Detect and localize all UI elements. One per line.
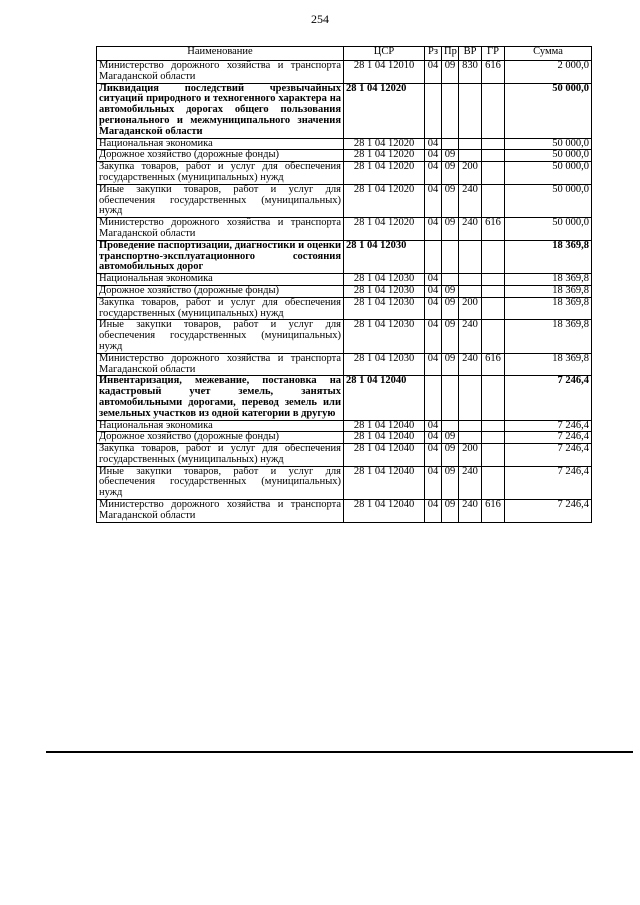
- row-sum-cell: 50 000,0: [505, 184, 592, 217]
- row-name-cell: Закупка товаров, работ и услуг для обеспечения государственных (муниципальных) нужд: [97, 444, 344, 467]
- row-gr-cell: [482, 297, 505, 320]
- row-rz-cell: 04: [425, 61, 442, 84]
- row-pr-cell: [442, 274, 459, 286]
- row-vr-cell: 200: [459, 444, 482, 467]
- row-name-cell: Министерство дорожного хозяйства и транспорта Магаданской области: [97, 500, 344, 523]
- table-row: [97, 274, 592, 286]
- row-sum-cell: 7 246,4: [505, 432, 592, 444]
- row-name-cell: Проведение паспортизации, диагностики и оценки транспортно-эксплуатационного состояния автомобильных дорог: [97, 240, 344, 273]
- table-row-program: [97, 240, 592, 273]
- row-rz-cell: [425, 83, 442, 138]
- row-name-cell: Дорожное хозяйство (дорожные фонды): [97, 432, 344, 444]
- row-name-cell: Национальная экономика: [97, 138, 344, 150]
- row-rz-cell: 04: [425, 297, 442, 320]
- row-csr-cell: 28 1 04 12030: [344, 353, 425, 376]
- row-gr-cell: 616: [482, 61, 505, 84]
- row-vr-cell: 200: [459, 162, 482, 185]
- header-vr: ВР: [459, 47, 482, 61]
- row-csr-cell: 28 1 04 12040: [344, 376, 425, 420]
- row-gr-cell: [482, 83, 505, 138]
- row-vr-cell: 240: [459, 184, 482, 217]
- row-pr-cell: 09: [442, 444, 459, 467]
- row-rz-cell: 04: [425, 353, 442, 376]
- table-row: [97, 420, 592, 432]
- row-csr-cell: 28 1 04 12040: [344, 466, 425, 499]
- header-csr: ЦСР: [344, 47, 425, 61]
- row-pr-cell: 09: [442, 150, 459, 162]
- table-row: [97, 353, 592, 376]
- row-sum-cell: 50 000,0: [505, 162, 592, 185]
- table-header-row: [97, 47, 592, 61]
- row-vr-cell: 240: [459, 466, 482, 499]
- row-pr-cell: 09: [442, 353, 459, 376]
- row-sum-cell: 7 246,4: [505, 500, 592, 523]
- table-row: [97, 61, 592, 84]
- row-gr-cell: [482, 444, 505, 467]
- row-pr-cell: [442, 420, 459, 432]
- row-name-cell: Министерство дорожного хозяйства и транспорта Магаданской области: [97, 218, 344, 241]
- row-csr-cell: 28 1 04 12020: [344, 162, 425, 185]
- row-rz-cell: 04: [425, 162, 442, 185]
- row-vr-cell: 240: [459, 218, 482, 241]
- row-pr-cell: [442, 138, 459, 150]
- row-sum-cell: 18 369,8: [505, 297, 592, 320]
- row-sum-cell: 50 000,0: [505, 138, 592, 150]
- table-row: [97, 138, 592, 150]
- row-name-cell: Иные закупки товаров, работ и услуг для обеспечения государственных (муниципальных) нужд: [97, 184, 344, 217]
- row-name-cell: Инвентаризация, межевание, постановка на кадастровый учет земель, занятых автомобильными дорогами, перевод земель или земельных участков из одной категории в другую: [97, 376, 344, 420]
- row-gr-cell: 616: [482, 353, 505, 376]
- row-vr-cell: [459, 274, 482, 286]
- row-rz-cell: 04: [425, 150, 442, 162]
- row-rz-cell: [425, 376, 442, 420]
- row-sum-cell: 7 246,4: [505, 420, 592, 432]
- row-vr-cell: [459, 150, 482, 162]
- row-vr-cell: 200: [459, 297, 482, 320]
- row-rz-cell: 04: [425, 274, 442, 286]
- row-pr-cell: [442, 240, 459, 273]
- row-rz-cell: 04: [425, 432, 442, 444]
- table-row: [97, 466, 592, 499]
- row-pr-cell: 09: [442, 285, 459, 297]
- row-pr-cell: 09: [442, 184, 459, 217]
- row-vr-cell: [459, 432, 482, 444]
- header-gr: ГР: [482, 47, 505, 61]
- row-sum-cell: 18 369,8: [505, 240, 592, 273]
- row-vr-cell: 830: [459, 61, 482, 84]
- row-pr-cell: 09: [442, 320, 459, 353]
- header-rz: Рз: [425, 47, 442, 61]
- row-pr-cell: 09: [442, 500, 459, 523]
- row-vr-cell: 240: [459, 320, 482, 353]
- row-rz-cell: 04: [425, 500, 442, 523]
- row-vr-cell: [459, 138, 482, 150]
- bottom-divider: [46, 751, 633, 753]
- row-pr-cell: 09: [442, 162, 459, 185]
- row-gr-cell: [482, 420, 505, 432]
- row-pr-cell: 09: [442, 432, 459, 444]
- header-sum: Сумма: [505, 47, 592, 61]
- row-gr-cell: [482, 162, 505, 185]
- page-number: 254: [311, 12, 329, 26]
- row-pr-cell: [442, 376, 459, 420]
- row-csr-cell: 28 1 04 12020: [344, 218, 425, 241]
- row-pr-cell: 09: [442, 218, 459, 241]
- row-gr-cell: 616: [482, 500, 505, 523]
- table-row: [97, 297, 592, 320]
- table-body: [97, 61, 592, 523]
- row-gr-cell: [482, 138, 505, 150]
- row-name-cell: Ликвидация последствий чрезвычайных ситуаций природного и техногенного характера на автомобильных дорогах общего пользования регионального и межмуниципального значения Магаданской области: [97, 83, 344, 138]
- row-name-cell: Министерство дорожного хозяйства и транспорта Магаданской области: [97, 61, 344, 84]
- row-csr-cell: 28 1 04 12030: [344, 320, 425, 353]
- row-csr-cell: 28 1 04 12030: [344, 240, 425, 273]
- row-name-cell: Национальная экономика: [97, 420, 344, 432]
- row-name-cell: Иные закупки товаров, работ и услуг для обеспечения государственных (муниципальных) нужд: [97, 320, 344, 353]
- table-row: [97, 285, 592, 297]
- row-pr-cell: 09: [442, 466, 459, 499]
- row-gr-cell: [482, 432, 505, 444]
- table-row: [97, 320, 592, 353]
- row-name-cell: Закупка товаров, работ и услуг для обеспечения государственных (муниципальных) нужд: [97, 297, 344, 320]
- row-vr-cell: [459, 420, 482, 432]
- row-vr-cell: [459, 240, 482, 273]
- row-csr-cell: 28 1 04 12040: [344, 432, 425, 444]
- row-name-cell: Министерство дорожного хозяйства и транспорта Магаданской области: [97, 353, 344, 376]
- row-name-cell: Национальная экономика: [97, 274, 344, 286]
- table-row: [97, 184, 592, 217]
- row-csr-cell: 28 1 04 12020: [344, 138, 425, 150]
- table-row: [97, 150, 592, 162]
- row-rz-cell: 04: [425, 320, 442, 353]
- header-name: Наименование: [97, 47, 344, 61]
- row-name-cell: Закупка товаров, работ и услуг для обеспечения государственных (муниципальных) нужд: [97, 162, 344, 185]
- row-sum-cell: 50 000,0: [505, 150, 592, 162]
- row-csr-cell: 28 1 04 12010: [344, 61, 425, 84]
- row-rz-cell: 04: [425, 420, 442, 432]
- row-rz-cell: 04: [425, 466, 442, 499]
- table-row: [97, 500, 592, 523]
- row-name-cell: Иные закупки товаров, работ и услуг для обеспечения государственных (муниципальных) нужд: [97, 466, 344, 499]
- row-csr-cell: 28 1 04 12040: [344, 420, 425, 432]
- row-gr-cell: 616: [482, 218, 505, 241]
- row-csr-cell: 28 1 04 12030: [344, 285, 425, 297]
- row-gr-cell: [482, 466, 505, 499]
- row-vr-cell: [459, 83, 482, 138]
- row-gr-cell: [482, 150, 505, 162]
- row-gr-cell: [482, 320, 505, 353]
- row-name-cell: Дорожное хозяйство (дорожные фонды): [97, 150, 344, 162]
- row-rz-cell: 04: [425, 285, 442, 297]
- row-csr-cell: 28 1 04 12030: [344, 297, 425, 320]
- row-sum-cell: 50 000,0: [505, 218, 592, 241]
- row-rz-cell: 04: [425, 444, 442, 467]
- row-gr-cell: [482, 274, 505, 286]
- table-row-program: [97, 83, 592, 138]
- row-rz-cell: [425, 240, 442, 273]
- row-csr-cell: 28 1 04 12020: [344, 150, 425, 162]
- table-row: [97, 444, 592, 467]
- table-row: [97, 162, 592, 185]
- header-pr: Пр: [442, 47, 459, 61]
- row-rz-cell: 04: [425, 218, 442, 241]
- row-csr-cell: 28 1 04 12020: [344, 83, 425, 138]
- row-pr-cell: 09: [442, 61, 459, 84]
- budget-table: [96, 46, 592, 523]
- row-sum-cell: 50 000,0: [505, 83, 592, 138]
- row-vr-cell: 240: [459, 500, 482, 523]
- row-sum-cell: 7 246,4: [505, 444, 592, 467]
- row-gr-cell: [482, 285, 505, 297]
- row-sum-cell: 18 369,8: [505, 320, 592, 353]
- row-gr-cell: [482, 240, 505, 273]
- row-rz-cell: 04: [425, 184, 442, 217]
- row-gr-cell: [482, 184, 505, 217]
- row-csr-cell: 28 1 04 12020: [344, 184, 425, 217]
- row-csr-cell: 28 1 04 12040: [344, 500, 425, 523]
- table-row: [97, 432, 592, 444]
- row-sum-cell: 18 369,8: [505, 353, 592, 376]
- row-pr-cell: [442, 83, 459, 138]
- row-csr-cell: 28 1 04 12040: [344, 444, 425, 467]
- row-csr-cell: 28 1 04 12030: [344, 274, 425, 286]
- row-vr-cell: [459, 285, 482, 297]
- row-rz-cell: 04: [425, 138, 442, 150]
- row-sum-cell: 7 246,4: [505, 376, 592, 420]
- table-row-program: [97, 376, 592, 420]
- row-sum-cell: 18 369,8: [505, 285, 592, 297]
- row-name-cell: Дорожное хозяйство (дорожные фонды): [97, 285, 344, 297]
- row-gr-cell: [482, 376, 505, 420]
- row-sum-cell: 7 246,4: [505, 466, 592, 499]
- row-vr-cell: [459, 376, 482, 420]
- row-pr-cell: 09: [442, 297, 459, 320]
- row-sum-cell: 2 000,0: [505, 61, 592, 84]
- row-vr-cell: 240: [459, 353, 482, 376]
- row-sum-cell: 18 369,8: [505, 274, 592, 286]
- table-row: [97, 218, 592, 241]
